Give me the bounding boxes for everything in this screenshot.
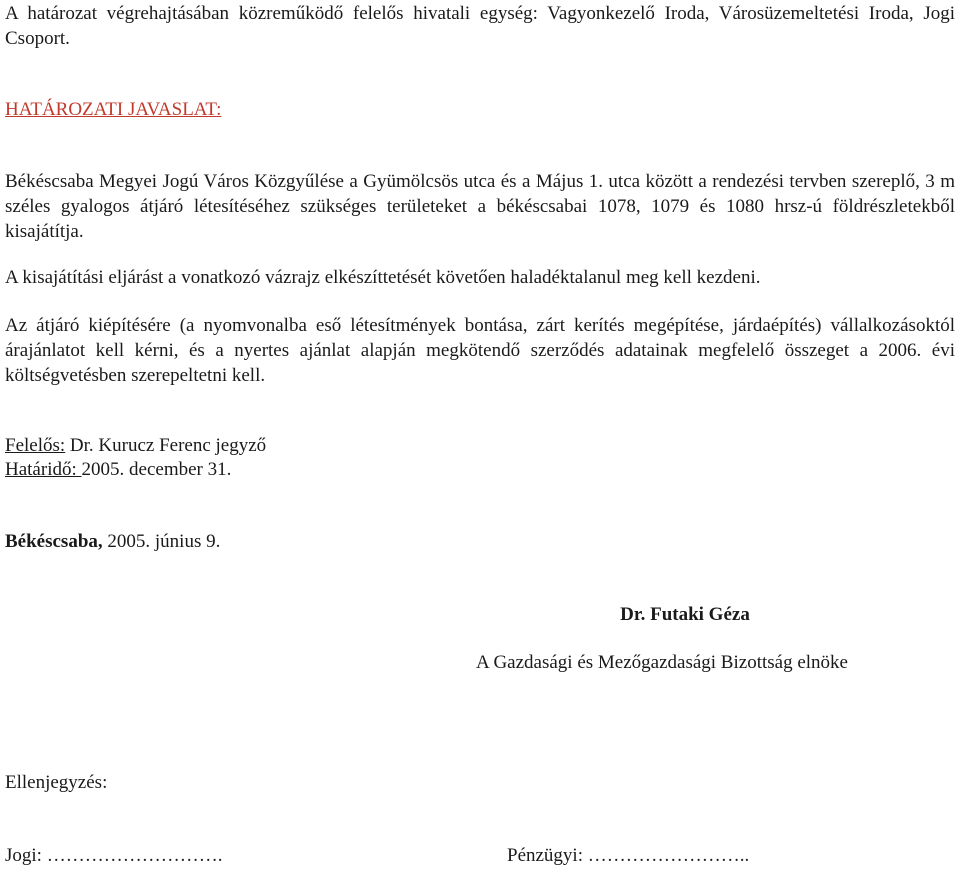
intro-paragraph: A határozat végrehajtásában közreműködő felelős hivatali egység: Vagyonkezelő Iroda, Városüzemeltetési Iroda, Jogi Csoport. [5,3,955,49]
finance-label: Pénzügyi: [507,845,583,866]
finance-countersign-line [507,843,947,868]
resolution-paragraph-1: Békéscsaba Megyei Jogú Város Közgyűlése a Gyümölcsös utca és a Május 1. utca között a rendezési tervben szereplő, 3 m széles gyalogos átjáró létesítéséhez szükséges területeket a békéscsabai 1078, 1079 és 1080 hrsz-ú földrészletekből kisajátítja. [5,171,955,242]
resolution-paragraph-3: Az átjáró kiépítésére (a nyomvonalba eső létesítmények bontása, zárt kerítés megépítése, járdaépítés) vállalkozásoktól árajánlatot kell kérni, és a nyertes ajánlat alapján megkötendő szerződés adatainak megfelelő összeget a 2006. évi költségvetésben szerepeltetni kell. [5,315,955,386]
deadline-line [5,457,955,482]
legal-dots: ………………………. [41,845,223,866]
responsible-label: Felelős: [5,435,66,456]
place-date-line [5,529,955,554]
responsible-line [5,433,955,458]
place: Békéscsaba, [5,531,103,552]
legal-label: Jogi: [5,845,42,866]
resolution-paragraph-2: A kisajátítási eljárást a vonatkozó vázrajz elkészíttetését követően haladéktalanul meg kell kezdeni. [5,267,761,288]
finance-dots: …………………….. [583,845,750,866]
signer-name: Dr. Futaki Géza [620,604,750,625]
deadline-label: Határidő: [5,459,82,480]
proposal-heading: HATÁROZATI JAVASLAT: [5,99,222,120]
countersign-label: Ellenjegyzés: [5,772,108,793]
responsible-value: Dr. Kurucz Ferenc jegyző [65,435,267,456]
signer-title: A Gazdasági és Mezőgazdasági Bizottság elnöke [476,652,848,673]
date: 2005. június 9. [102,531,221,552]
deadline-value: 2005. december 31. [81,459,232,480]
legal-countersign-line [5,843,305,868]
